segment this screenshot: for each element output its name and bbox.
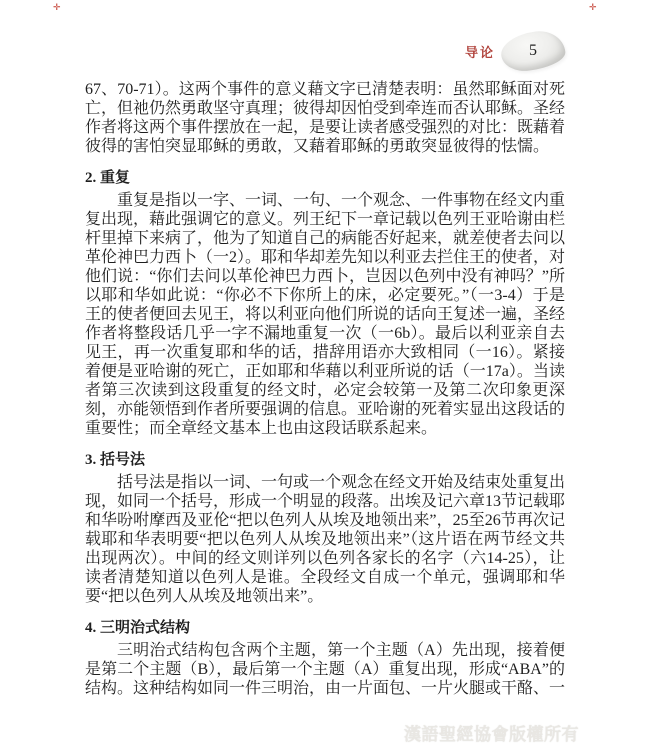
section-repetition-paragraph: 重复是指以一字、一词、一句、一个观念、一件事物在经文内重复出现，藉此强调它的意义。列王纪下一章记载以色列王亚哈谢由栏杆里掉下来病了，他为了知道自己的病能否好起来，就差使者去问以革伦神巴力西卜（一2）。耶和华却差先知以利亚去拦住王的使者，对他们说：“你们去问以革伦神巴力西卜，岂因以色列中没有神吗？”所以耶和华如此说：“你必不下你所上的床，必定要死。”（一3-4）于是王的使者便回去见王，将以利亚向他们所说的话向王复述一遍，圣经作者将整段话几乎一字不漏地重复一次（一6b）。最后以利亚亲自去见王，再一次重复耶和华的话，措辞用语亦大致相同（一16）。紧接着便是亚哈谢的死亡，正如耶和华藉以利亚所说的话（一17a）。当读者第三次读到这段重复的经文时，必定会较第一及第二次印象更深刻，亦能领悟到作者所要强调的信息。亚哈谢的死着实显出这段话的重要性；而全章经文基本上也由这段话联系起来。: [85, 192, 566, 437]
page-number: 5: [529, 42, 537, 59]
section-sandwich-paragraph: 三明治式结构包含两个主题，第一个主题（A）先出现，接着便是第二个主题（B），最后第一个主题（A）重复出现，形成“ABA”的结构。这种结构如同一件三明治，由一片面包、一片火腿或干酪、一: [85, 642, 566, 697]
page-number-stone: [499, 28, 567, 74]
section-bracketing-paragraph: 括号法是指以一词、一句或一个观念在经文开始及结束处重复出现，如同一个括号，形成一个明显的段落。出埃及记六章13节记载耶和华吩咐摩西及亚伦“把以色列人从埃及地领出来”，25至26节再次记载耶和华表明要“把以色列人从埃及地领出来”（这片语在两节经文共出现两次）。中间的经文则详列以色列各家长的名字（六14-25），让读者清楚知道以色列人是谁。全段经文自成一个单元，强调耶和华要“把以色列人从埃及地领出来”。: [85, 474, 566, 605]
paragraph-continued: 67、70-71）。这两个事件的意义藉文字已清楚表明：虽然耶稣面对死亡，但祂仍然勇敢坚守真理；彼得却因怕受到牵连而否认耶稣。圣经作者将这两个事件摆放在一起，是要让读者感受强烈的对比：既藉着彼得的害怕突显耶稣的勇敢，又藉着耶稣的勇敢突显彼得的怯懦。: [85, 81, 566, 155]
page-header: [0, 30, 565, 72]
section-heading-sandwich-structure: 4. 三明治式结构: [85, 620, 191, 636]
corner-trim-mark-right: ✛: [589, 3, 597, 13]
section-heading-repetition: 2. 重复: [85, 170, 131, 186]
chapter-label: 导论: [464, 44, 495, 60]
copyright-watermark: 漢語聖經協會版權所有: [404, 725, 579, 744]
page-content: [85, 80, 565, 698]
corner-trim-mark-left: ✛: [53, 3, 61, 13]
section-heading-bracketing: 3. 括号法: [85, 452, 146, 468]
